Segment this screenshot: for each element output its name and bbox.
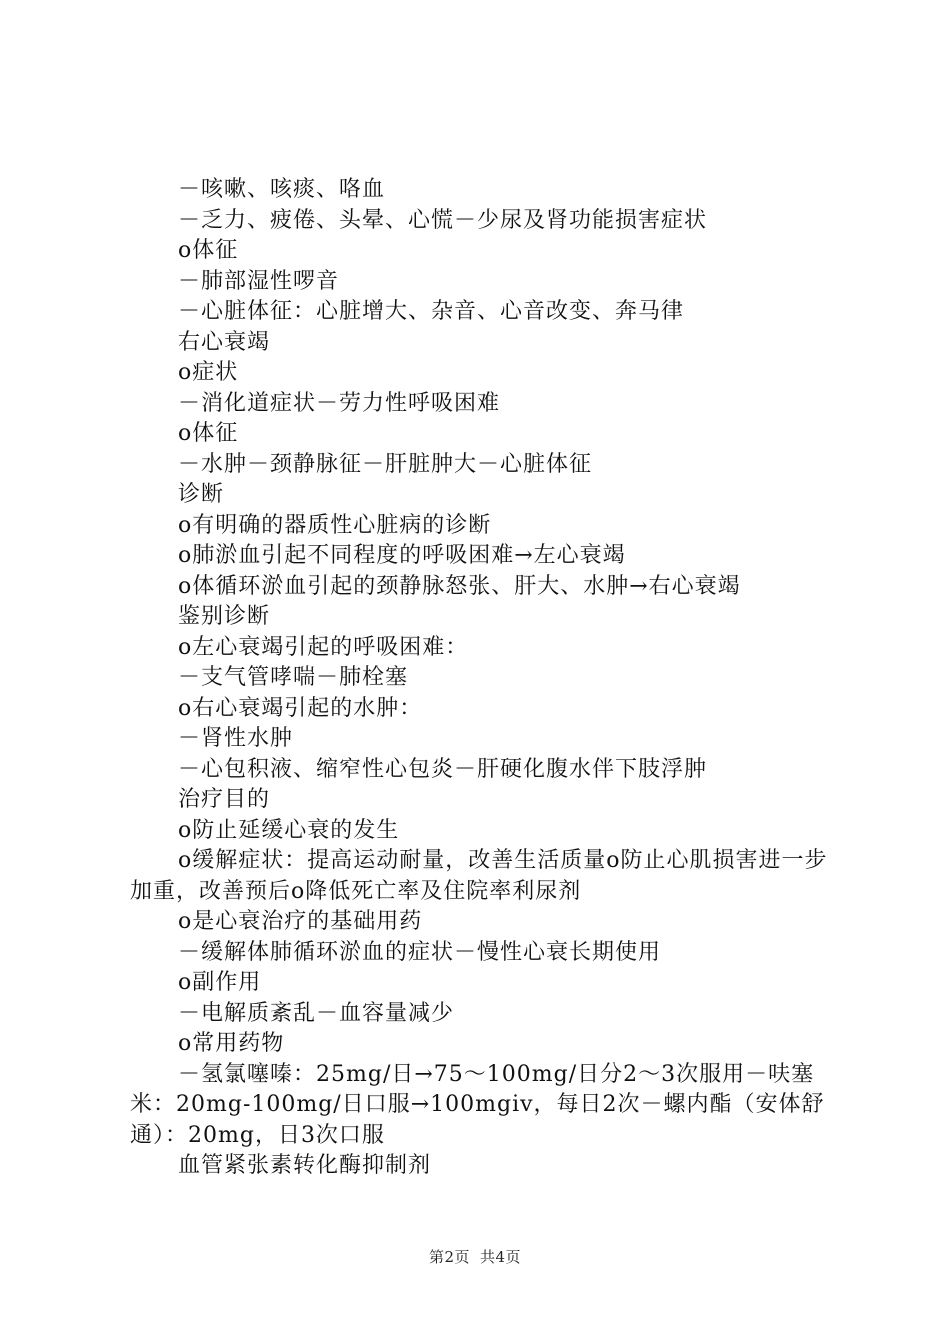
text-line: －心包积液、缩窄性心包炎－肝硬化腹水伴下肢浮肿 bbox=[178, 756, 708, 782]
text-line: －心脏体征：心脏增大、杂音、心音改变、奔马律 bbox=[178, 299, 685, 324]
text-line: －消化道症状－劳力性呼吸困难 bbox=[178, 390, 501, 416]
paragraph-drugs: －氢氯噻嗪：25mg/日→75～100mg/日分2～3次服用－呋塞米：20mg-100mg/日口服→100mgiv，每日2次－螺内酯（安体舒通）：20mg，日3次口服 bbox=[130, 1061, 825, 1148]
section-heading: 右心衰竭 bbox=[178, 329, 271, 355]
text-line: o左心衰竭引起的呼吸困难： bbox=[178, 634, 469, 660]
text-line: o防止延缓心衰的发生 bbox=[178, 817, 400, 843]
text-line: o症状 bbox=[178, 360, 239, 385]
text-line: o体征 bbox=[178, 421, 239, 446]
page-footer bbox=[0, 1246, 950, 1267]
text-line: －缓解体肺循环淤血的症状－慢性心衰长期使用 bbox=[178, 939, 662, 965]
text-line: o副作用 bbox=[178, 970, 262, 995]
text-line: o体征 bbox=[178, 238, 239, 263]
text-line: o常用药物 bbox=[178, 1031, 285, 1056]
text-line: －肺部湿性啰音 bbox=[178, 268, 340, 294]
text-line: －咳嗽、咳痰、咯血 bbox=[178, 177, 386, 202]
text-line: o有明确的器质性心脏病的诊断 bbox=[178, 512, 492, 538]
text-line: －乏力、疲倦、头晕、心慌－少尿及肾功能损害症状 bbox=[178, 207, 708, 233]
text-line: o肺淤血引起不同程度的呼吸困难→左心衰竭 bbox=[178, 543, 626, 568]
text-line: －电解质紊乱－血容量减少 bbox=[178, 1000, 455, 1026]
page-number-current: 第2页 bbox=[428, 1248, 470, 1266]
page-number-total: 共4页 bbox=[480, 1248, 522, 1266]
text-line: o右心衰竭引起的水肿： bbox=[178, 695, 423, 721]
section-heading: 治疗目的 bbox=[178, 787, 271, 812]
text-line: －水肿－颈静脉征－肝脏肿大－心脏体征 bbox=[178, 451, 593, 477]
section-heading: 诊断 bbox=[178, 482, 225, 507]
section-heading: 鉴别诊断 bbox=[178, 604, 271, 629]
document-body bbox=[130, 175, 835, 1182]
text-line: o是心衰治疗的基础用药 bbox=[178, 909, 423, 934]
text-line: －肾性水肿 bbox=[178, 726, 294, 751]
text-line: o体循环淤血引起的颈静脉怒张、肝大、水肿→右心衰竭 bbox=[178, 573, 741, 599]
text-line: －支气管哮喘－肺栓塞 bbox=[178, 665, 409, 690]
paragraph-treatment-goals: o缓解症状：提高运动耐量，改善生活质量o防止心肌损害进一步加重，改善预后o降低死亡率及住院率利尿剂 bbox=[130, 848, 828, 904]
section-heading: 血管紧张素转化酶抑制剂 bbox=[178, 1153, 432, 1178]
